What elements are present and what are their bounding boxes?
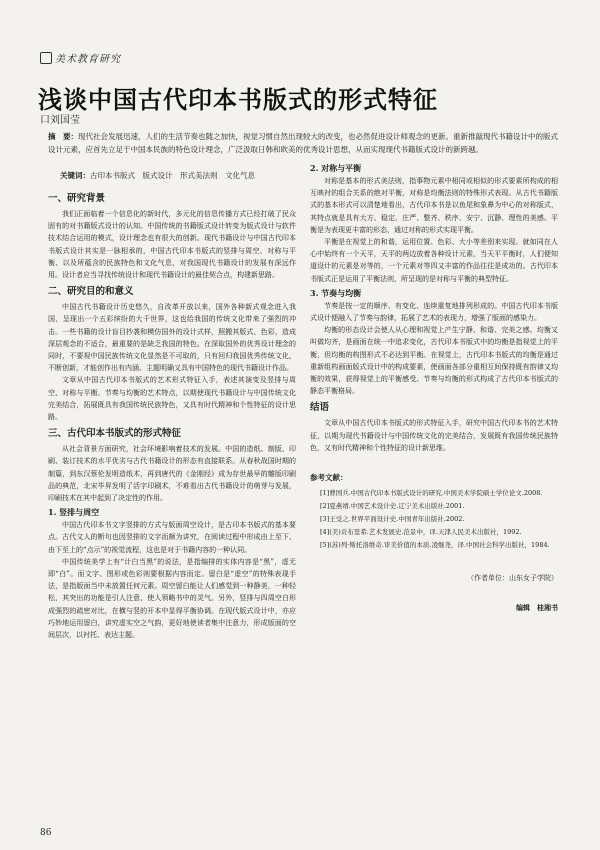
paragraph: 均衡的形态设计会使人从心理和视觉上产生宁静、和谐、完美之感。均衡又叫做均齐，是画面在统一中追求变化，古代印本书版式中的均衡是指视觉上的平衡，但均衡的构图形式不必达到平衡。在视觉上，古代印本书版式的均衡是通过重新组构画面版式设计中的构成要素，使画面各部分重相互间保持既有韵律又均衡的效果，获得视觉上的平衡感受。节奏与均衡的形式构成了古代印本书版式的静态平衡格局。	[310, 326, 558, 396]
section-heading: 二、研究目的和意义	[48, 286, 134, 298]
reference-item: [3]王受之.世界平面设计史.中国青年出版社.2002.	[320, 515, 465, 524]
left-column	[48, 188, 296, 641]
paragraph: 中国古代印本书文字竖排的方式与版面周空设计，是古印本书版式的基本要点。古代文人的断句也因竖排的文字而颇为讲究，在阅读过程中形成由上至下、由下至上的“点示”的视觉流程，这也是对于书籍内容的一种认同。	[48, 521, 296, 554]
journal-name: 美术教育研究	[55, 54, 121, 65]
journal-logo-icon	[40, 52, 52, 64]
paragraph: 节奏是按一定的顺序、有变化、连续重复地排列形成的。中国古代印本书版式设计便融入了节奏与韵律，拓展了艺术的表现力，增强了版面的感染力。	[310, 301, 558, 323]
keywords-label: 关键词：	[60, 171, 90, 180]
subsection-heading: 3. 节奏与均衡	[310, 287, 362, 298]
abstract-text: 现代社会发展迅速，人们的生活节奏也随之加快，视觉习惯自然出现较大的改变，也必然促进设计师观念的更新。重新推敲现代书籍设计中的版式设计元素，应首先立足于中国本民族的特色设计理念，广泛汲取日韩和欧美的优秀设计思想，从而实现现代书籍版式设计的新跨越。	[48, 132, 558, 154]
paragraph: 从社会背景方面研究，社会环境影响着技术的发展。中国的造纸、制版、印刷、装订技术的水平优劣与古代书籍设计的形态有直接联系。从春秋战国时期的制篇，到东汉蔡伦发明造纸术，再到唐代的《金刚经》成为存世最早的雕版印刷品的典范，北宋毕昇发明了活字印刷术，不难看出古代书籍设计的萌芽与发展，印刷技术在其中起到了决定性的作用。	[48, 445, 296, 503]
section-heading: 结语	[310, 402, 330, 414]
paragraph: 中国古代书籍设计历史悠久，自改革开放以来，国外各种新式观念进入我国，呈现出一个五彩缤纷的大千世界，这也给我国的传统文化带来了强烈的冲击。一些书籍的设计盲目抄袭和模仿国外的设计式样，照搬其版式、色彩，造成深层观念的不适合，最重要的是缺乏我国的特色。在深取国外的优秀设计理念的同时，不要视中国民族传统文化显然是不可取的，只有回归我国优秀传统文化，不断创新，才能创作出有内涵、主题明确又具有中国特色的现代书籍设计作品。	[48, 303, 296, 373]
paragraph: 文章从中国古代印本书版式的形式特征入手，研究中国古代印本书的艺术特征，以期为现代书籍设计与中国传统文化的完美结合，发展既有我国传统民族特色，又有时代精神和个性特征的设计新思维。	[310, 419, 558, 452]
paragraph: 平衡是在视觉上的和谐，运用位置、色彩、大小等差别来实现。就如同在人心中始终有一个天平，天平的两边放着各种设计元素，当天平平衡时，人们便知道设计的元素是对等的，一个元素对等四又丰富的作品往往是成功的。古代印本书版式正是运用了平衡法则，所呈现的是对称与平衡的典型特征。	[310, 238, 558, 283]
paragraph: 我们正面临着一个信息化的新时代，多元化的信息传播方式已经打破了民众固有的对书籍版式设计的认知。中国传统的书籍版式设计转变为版式设计与软件技术结合运用的模式，设计理念也有很大的创新。现代书籍设计与中国古代印本书版式设计其实是一脉相承的，中国古代印本书版式的竖排与周空、对称与平衡、以及所蕴含的民族特色和文化气息，对我国现代书籍设计的发展有深远作用。设计者应当寻找传统设计和现代书籍设计的最佳契合点，构建新思路。	[48, 210, 296, 280]
subsection-heading: 2. 对称与平衡	[310, 163, 362, 173]
abstract-label: 摘 要：	[48, 132, 78, 141]
reference-item: [5](苏)列·斯托洛维奇.审美价值的本质.凌继尧，译.中国社会科学出版社，1984.	[320, 541, 550, 550]
keywords-text: 古印本书版式 版式设计 形式美法则 文化气息	[90, 171, 255, 180]
editor-credit: 编辑 桂湘书	[516, 603, 558, 613]
page-number: 86	[40, 828, 52, 838]
author: 口刘国莹	[40, 115, 80, 126]
paragraph: 对称是基本的形式美法则，指事物元素中相同或相似的形式要素所构成的相互映衬的组合关系的绝对平衡，对称是均衡法则的特殊形式表现。从古代书籍版式的基本形式可以清楚地看出，古代印本书是以鱼尾和象鼻为中心的对称版式，其特点就是具有大方、稳定、庄严、整齐、秩序、安宁、沉静、理性的美感。平衡是为表现更丰富的形态，通过对称的形式实现平衡。	[310, 177, 558, 234]
references-title: 参考文献：	[310, 473, 348, 483]
author-affiliation: （作者单位：山东女子学院）	[467, 574, 558, 583]
keywords	[60, 170, 255, 181]
reference-item: [2]夏燕靖.中国艺术设计史.辽宁美术出版社.2001.	[320, 502, 465, 511]
reference-item: [1]曹国兵.中国古代印本书版式设计的研究.中国美术学院硕士学位论文.2008.	[320, 489, 543, 498]
paragraph: 中国传统美学上有“计白当黑”的说法，是指编排的实体内容是“黑”，虚无即“白”。而文字、图形或色彩则要根据内容而定。留白是“虚空”的特殊表现手法，是指版面当中未放置任何元素。周空留白能让人们感觉到一种静美，一种轻松，其突出的功能是引人注意，使人领略书中的灵气。另外，竖排与四周空白形成强烈的疏密对比，在横与竖的开本中显得平衡协调。在现代版式设计中，亦应巧妙地运用留白，讲究虚实空之气韵，更好地使读者集中注意力，形成版面的空间层次，以衬托、表达主题。	[48, 557, 296, 640]
section-heading: 一、研究背景	[48, 193, 106, 204]
abstract	[48, 130, 558, 156]
paragraph: 文章从中国古代印本书版式的艺术形式特征入手，表述其演变及竖排与周空、对称与平衡、节奏与均衡的艺术特点，以期使现代书籍设计与中国传统文化完美结合，拓展既具有我国传统民族特色，又具有时代精神和个性特征的设计思路。	[48, 376, 296, 422]
journal-header	[40, 50, 121, 65]
article-title: 浅谈中国古代印本书版式的形式特征	[38, 85, 438, 114]
reference-item: [4](美)贡布里希.艺术发展史.范景中，译.天津人民美术出版社，1992.	[320, 528, 522, 537]
section-heading: 三、古代印本书版式的形式特征	[48, 428, 182, 440]
right-column	[310, 160, 558, 614]
subsection-heading: 1. 竖排与周空	[48, 507, 100, 518]
